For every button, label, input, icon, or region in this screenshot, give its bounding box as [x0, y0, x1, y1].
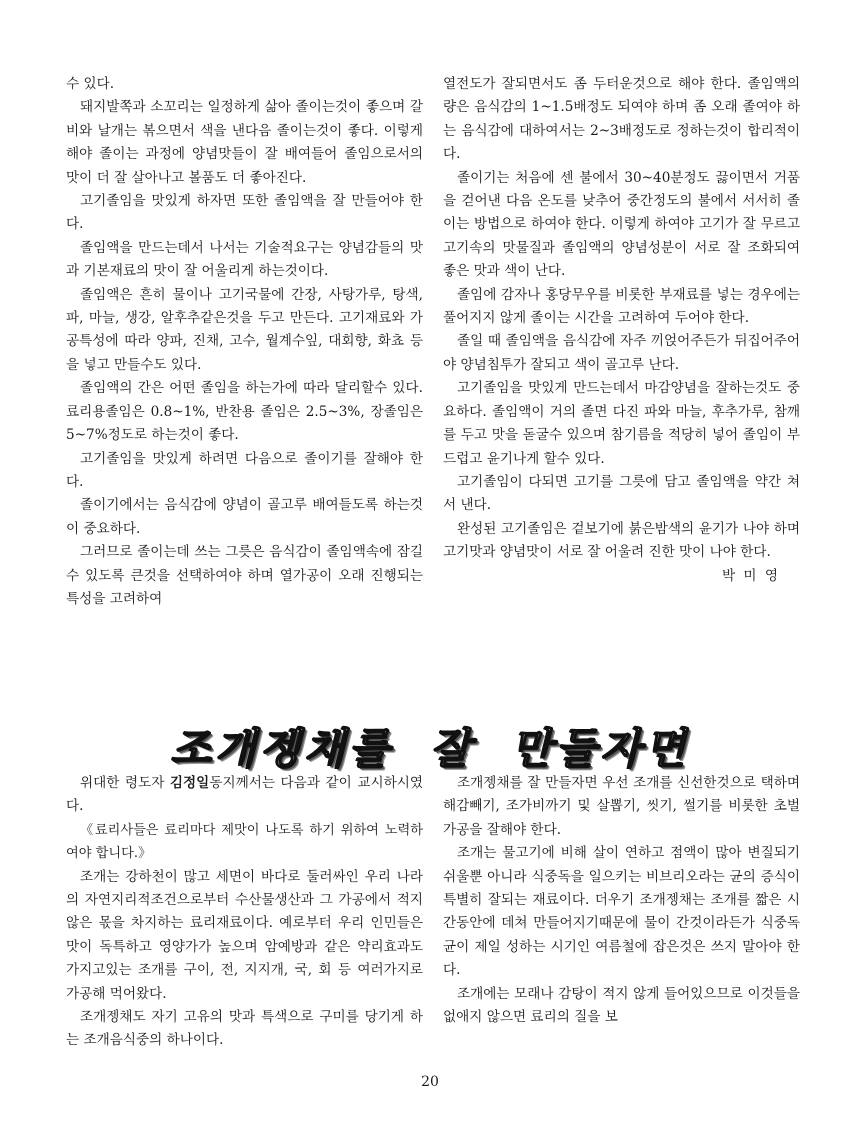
paragraph: 졸임액은 흔히 물이나 고기국물에 간장, 사탕가루, 탕색, 파, 마늘, 생강, 알후추같은것을 두고 만든다. 고기재료와 가공특성에 따라 양파, 진채, 고수, 월계수잎, 대회향, 화쵸 등을 넣고 만들수도 있다.	[66, 286, 423, 373]
bottom-right-column	[443, 772, 800, 1029]
paragraph: 고기졸임을 맛있게 하려면 다음으로 졸이기를 잘해야 한다.	[66, 450, 423, 490]
paragraph: 조개는 물고기에 비해 살이 연하고 점액이 많아 변질되기 쉬울뿐 아니라 식중독을 일으키는 비브리오라는 균의 증식이 특별히 잘되는 재료이다. 더우기 조개젱채는 조개를 짧은 시간동안에 데쳐 만들어지기때문에 물이 간것이라든가 식중독균이 제일 성하는 시기인 여름철에 잡은것은 쓰지 말아야 한다.	[443, 845, 800, 979]
paragraph: 완성된 고기졸임은 겉보기에 붉은밤색의 윤기가 나야 하며 고기맛과 양념맛이 서로 잘 어울려 진한 맛이 나야 한다.	[443, 520, 800, 561]
paragraph: 고기졸임을 맛있게 만드는데서 마감양념을 잘하는것도 중요하다. 졸임액이 거의 졸면 다진 파와 마늘, 후추가루, 참깨를 두고 맛을 돋굴수 있으며 참기름을 적당히 넣어 졸임이 부드럽고 윤기나게 할수 있다.	[443, 380, 800, 467]
paragraph: 졸일 때 졸임액을 음식감에 자주 끼얹어주든가 뒤집어주어야 양념침투가 잘되고 색이 골고루 난다.	[443, 333, 800, 373]
paragraph: 조개젱채를 잘 만들자면 우선 조개를 신선한것으로 택하며 해감빼기, 조가비까기 및 살뽑기, 씻기, 썰기를 비롯한 초벌가공을 잘해야 한다.	[443, 775, 800, 838]
headline-text: 조개젱채를 잘 만들자면	[170, 724, 690, 773]
paragraph: 졸임액의 간은 어떤 졸임을 하는가에 따라 달리할수 있다. 료리용졸임은 0.8~1%, 반찬용 졸임은 2.5~3%, 장졸임은 5~7%정도로 하는것이 좋다.	[66, 380, 423, 444]
paragraph: 졸이기에서는 음식감에 양념이 골고루 배여들도록 하는것이 중요하다.	[66, 497, 423, 537]
paragraph: 조개에는 모래나 감탕이 적지 않게 들어있으므로 이것들을 없애지 않으면 료리의 질을 보	[443, 985, 800, 1026]
intro-paragraph	[66, 772, 423, 819]
top-right-column	[443, 73, 800, 588]
top-left-column	[66, 73, 423, 611]
paragraph: 조개는 강하천이 많고 세면이 바다로 둘러싸인 우리 나라의 자연지리적조건으로부터 수산물생산과 그 가공에서 적지 않은 몫을 차지하는 료리재료이다. 예로부터 우리 인민들은 맛이 독특하고 영양가가 높으며 암예방과 같은 약리효과도 가지고있는 조개를 구이, 전, 지지개, 국, 회 등 여러가지로 가공해 먹어왔다.	[66, 868, 423, 1002]
paragraph: 수 있다.	[66, 76, 115, 92]
bottom-left-column	[66, 772, 423, 1053]
paragraph: 돼지발쪽과 소꼬리는 일정하게 삶아 졸이는것이 좋으며 갈비와 날개는 볶으면서 색을 낸다음 졸이는것이 좋다. 이렇게 해야 졸이는 과정에 양념맛들이 잘 배여들어 졸임으로서의 맛이 더 잘 살아나고 볼품도 더 좋아진다.	[66, 99, 423, 186]
author-name: 박 미 영	[721, 567, 780, 584]
intro-after: 동지께서는 다음과 같이 교시하시였다.	[66, 775, 423, 815]
quotation: 《료리사들은 료리마다 제맛이 나도록 하기 위하여 노력하여야 합니다.》	[66, 822, 423, 862]
page-number: 20	[421, 1074, 439, 1090]
leader-name: 김정일	[169, 775, 210, 791]
paragraph: 졸이기는 처음에 센 불에서 30~40분정도 끓이면서 거품을 걷어낸 다음 온도를 낮추어 중간정도의 불에서 서서히 졸이는 방법으로 하여야 한다. 이렇게 하여야 고기가 잘 무르고 고기속의 맛물질과 졸임액의 양념성분이 서로 잘 조화되여 좋은 맛과 색이 난다.	[443, 169, 800, 280]
article-headline	[0, 716, 860, 772]
paragraph: 고기졸임을 맛있게 하자면 또한 졸임액을 잘 만들어야 한다.	[66, 193, 423, 233]
paragraph: 그러므로 졸이는데 쓰는 그릇은 음식감이 졸임액속에 잠길수 있도록 큰것을 선택하여야 하며 열가공이 오래 진행되는 특성을 고려하여	[66, 544, 423, 607]
intro-before: 위대한 령도자	[80, 775, 170, 791]
paragraph: 졸임에 감자나 홍당무우를 비롯한 부재료를 넣는 경우에는 풀어지지 않게 졸이는 시간을 고려하여 두어야 한다.	[443, 286, 800, 327]
paragraph: 조개젱채도 자기 고유의 맛과 특색으로 구미를 당기게 하는 조개음식중의 하나이다.	[66, 1009, 423, 1049]
paragraph: 고기졸임이 다되면 고기를 그릇에 담고 졸임액을 약간 쳐서 낸다.	[443, 473, 800, 514]
paragraph: 졸임액을 만드는데서 나서는 기술적요구는 양념감들의 맛과 기본재료의 맛이 잘 어울리게 하는것이다.	[66, 239, 423, 280]
paragraph: 열전도가 잘되면서도 좀 두터운것으로 해야 한다. 졸임액의 량은 음식감의 1~1.5배정도 되여야 하며 좀 오래 졸여야 하는 음식감에 대하여서는 2~3배정도로 정하는것이 합리적이다.	[443, 76, 800, 163]
